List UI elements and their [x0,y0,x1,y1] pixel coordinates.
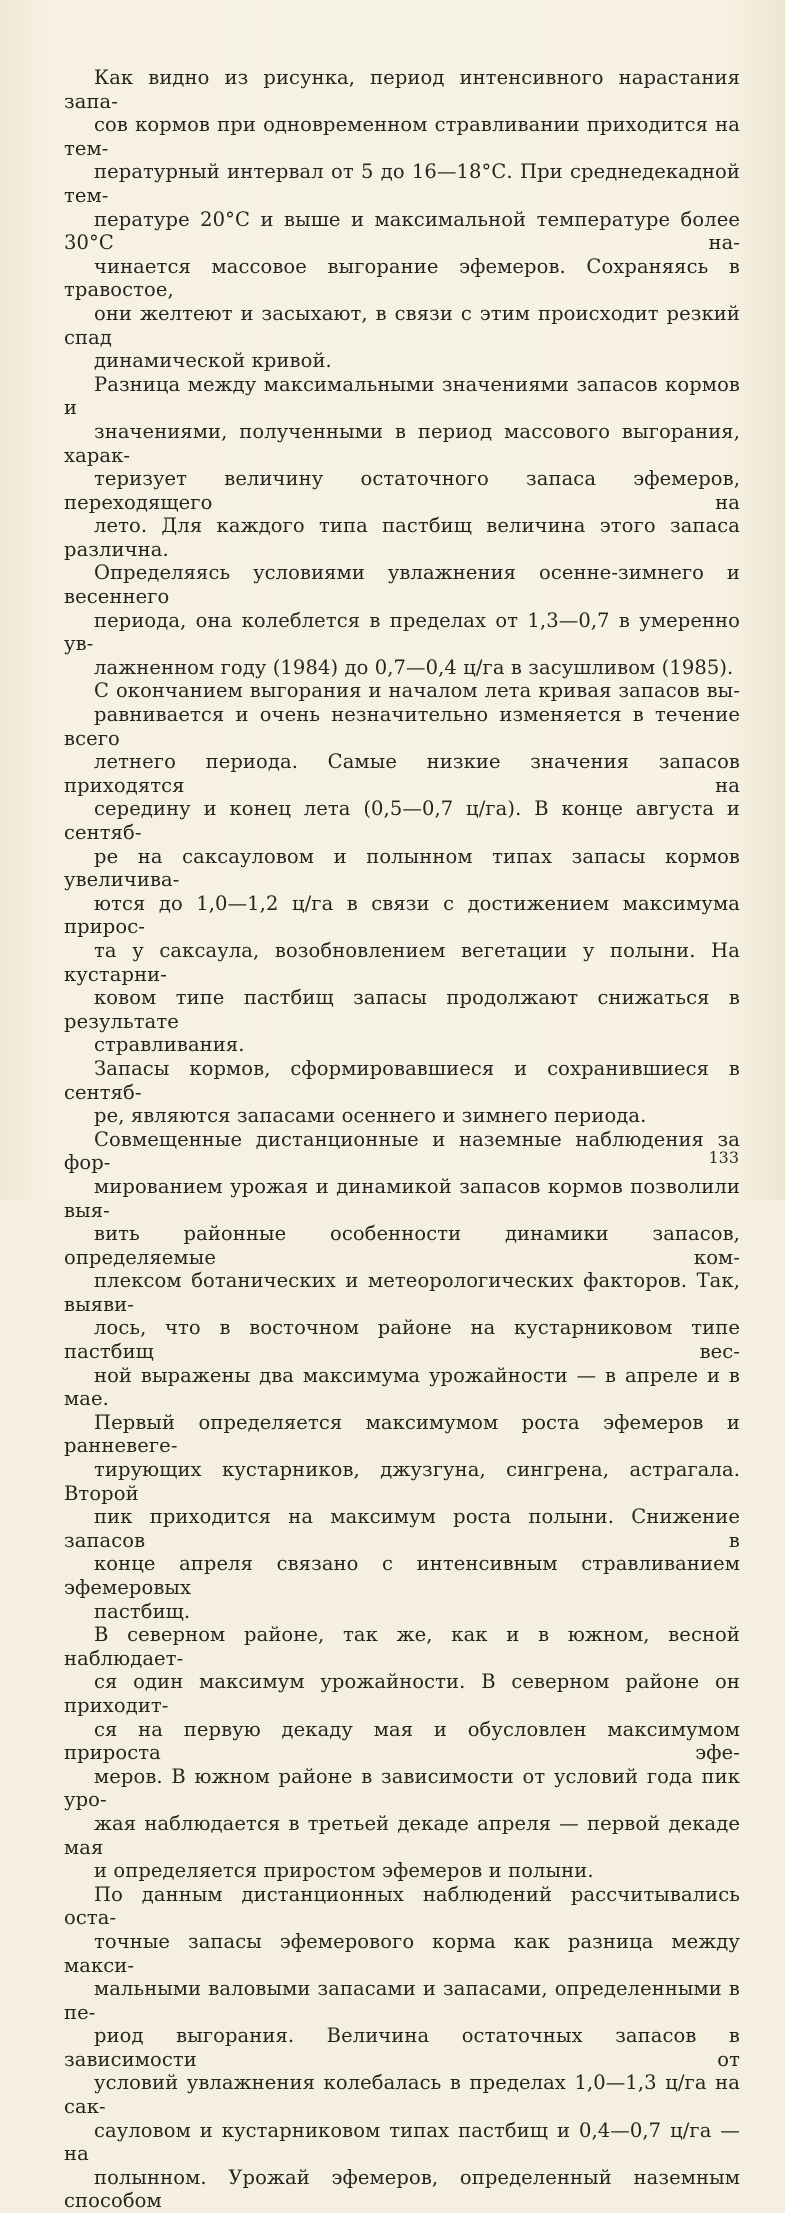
text-line: ре, являются запасами осеннего и зимнего периода. [94,1104,647,1128]
paragraph [64,373,740,680]
text-line: ре на саксауловом и полынном типах запасы кормов увеличива- [64,844,740,892]
text-line: Совмещенные дистанционные и наземные наблюдения за фор- [64,1127,740,1175]
text-line: лето. Для каждого типа пастбищ величина этого запаса различна. [64,514,740,561]
text-line: меров. В южном районе в зависимости от условий года пик уро- [64,1764,740,1812]
paragraph [64,1623,740,1883]
text-line: и определяется приростом эфемеров и полыни. [94,1859,594,1883]
text-line: Первый определяется максимумом роста эфемеров и ранневеге- [64,1410,740,1458]
text-line: С окончанием выгорания и началом лета кривая запасов вы- [94,679,740,703]
body-text [64,66,740,2213]
text-line: тирующих кустарников, джузгуна, сингрена, астрагала. Второй [64,1458,740,1505]
text-line: пературный интервал от 5 до 16—18°С. При среднедекадной тем- [64,160,740,207]
text-line: теризует величину остаточного запаса эфемеров, переходящего на [64,467,740,514]
text-line: значениями, полученными в период массового выгорания, харак- [64,419,740,467]
text-line: Как видно из рисунка, период интенсивного нарастания запа- [64,66,740,113]
text-line: жая наблюдается в третьей декаде апреля — первой декаде мая [64,1811,740,1859]
text-line: сауловом и кустарниковом типах пастбищ и 0,4—0,7 ц/га — на [64,2118,740,2166]
text-line: полынном. Урожай эфемеров, определенный наземным способом [64,2165,740,2213]
page-number: 133 [708,1148,739,1167]
text-line: условий увлажнения колебалась в пределах 1,0—1,3 ц/га на сак- [64,2071,740,2119]
text-line: мальными валовыми запасами и запасами, определенными в пе- [64,1977,740,2024]
text-line: ся один максимум урожайности. В северном районе он приходит- [64,1670,740,1717]
text-line: плексом ботанических и метеорологических факторов. Так, выяви- [64,1269,740,1316]
text-line: периода, она колеблется в пределах от 1,3—0,7 в умеренно ув- [64,608,740,656]
text-line: они желтеют и засыхают, в связи с этим происходит резкий спад [64,301,740,349]
paragraph [64,1057,740,1128]
text-line: ются до 1,0—1,2 ц/га в связи с достижением максимума прирос- [64,891,740,939]
text-line: летнего периода. Самые низкие значения запасов приходятся на [64,750,740,797]
text-line: лажненном году (1984) до 0,7—0,4 ц/га в засушливом (1985). [94,655,734,679]
paragraph [64,1128,740,1623]
text-line: ной выражены два максимума урожайности — в апреле и в мае. [64,1363,740,1411]
text-line: По данным дистанционных наблюдений рассчитывались оста- [64,1882,740,1930]
text-line: вить районные особенности динамики запасов, определяемые ком- [64,1222,740,1269]
paragraph [64,66,740,373]
text-line: сов кормов при одновременном стравливании приходится на тем- [64,113,740,160]
text-line: ся на первую декаду мая и обусловлен максимумом прироста эфе- [64,1717,740,1765]
text-line: ковом типе пастбищ запасы продолжают снижаться в результате [64,986,740,1033]
text-line: динамической кривой. [94,349,332,373]
text-line: та у саксаула, возобновлением вегетации у полыни. На кустарни- [64,938,740,986]
text-line: точные запасы эфемерового корма как разница между макси- [64,1929,740,1977]
text-line: Разница между максимальными значениями запасов кормов и [64,372,740,420]
text-line: равнивается и очень незначительно изменяется в течение всего [64,703,740,750]
text-line: лось, что в восточном районе на кустарниковом типе пастбищ вес- [64,1316,740,1364]
text-line: пературе 20°С и выше и максимальной температуре более 30°С на- [64,207,740,255]
paragraph [64,1883,740,2213]
text-line: стравливания. [94,1033,245,1057]
text-line: пик приходится на максимум роста полыни. Снижение запасов в [64,1505,740,1552]
text-line: середину и конец лета (0,5—0,7 ц/га). В конце августа и сентяб- [64,797,740,844]
text-line: конце апреля связано с интенсивным стравливанием эфемеровых [64,1552,740,1599]
paragraph [64,679,740,1057]
text-line: чинается массовое выгорание эфемеров. Сохраняясь в травостое, [64,254,740,302]
text-line: Определяясь условиями увлажнения осенне-зимнего и весеннего [64,561,740,609]
text-line: Запасы кормов, сформировавшиеся и сохранившиеся в сентяб- [64,1056,740,1104]
text-line: пастбищ. [94,1599,191,1623]
text-line: мированием урожая и динамикой запасов кормов позволили выя- [64,1174,740,1222]
text-line: В северном районе, так же, как и в южном, весной наблюдает- [64,1623,740,1670]
text-line: риод выгорания. Величина остаточных запасов в зависимости от [64,2024,740,2071]
